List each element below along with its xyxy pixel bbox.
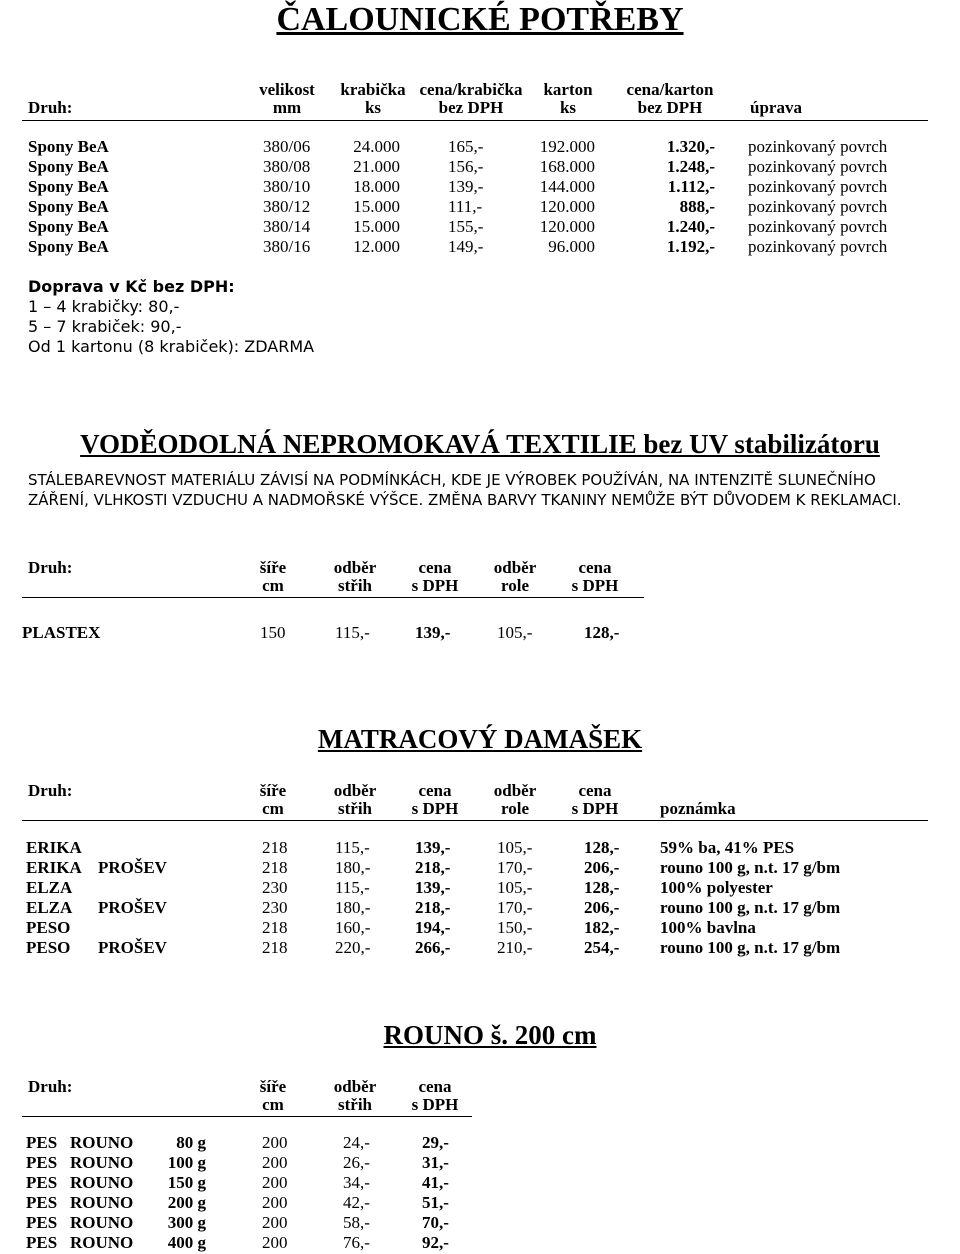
rouno-cena: 31,-	[422, 1153, 449, 1172]
rouno-strih: 76,-	[343, 1233, 370, 1252]
damasek-header-poznamka: poznámka	[660, 799, 736, 818]
damasek-role: 170,-	[497, 898, 533, 917]
rouno-header-cena-dph: s DPH	[411, 1095, 459, 1114]
spony-header-velikost-unit: mm	[272, 98, 302, 117]
rouno-sire: 200	[262, 1213, 288, 1232]
textilie-header-odber: odběr	[333, 558, 377, 577]
damasek-cena-strih: 139,-	[415, 878, 451, 897]
damasek-sire: 230	[262, 878, 288, 897]
damasek-variant: PROŠEV	[98, 938, 167, 957]
rouno-cena: 29,-	[422, 1133, 449, 1152]
spony-header-cena-karton: cena/karton	[626, 80, 714, 99]
textilie-druh: PLASTEX	[22, 623, 101, 642]
damasek-strih: 160,-	[335, 918, 371, 937]
damasek-cena-role: 128,-	[584, 878, 620, 897]
rouno-typ: ROUNO	[70, 1173, 134, 1192]
damasek-cena-role: 182,-	[584, 918, 620, 937]
spony-druh: Spony BeA	[28, 157, 109, 176]
spony-velikost: 380/10	[263, 177, 311, 196]
damasek-poznamka: 100% polyester	[660, 878, 773, 897]
spony-cena-karton: 1.112,-	[667, 177, 715, 196]
rouno-strih: 58,-	[343, 1213, 370, 1232]
damasek-title: MATRACOVÝ DAMAŠEK	[317, 724, 643, 754]
damasek-sire: 218	[262, 938, 288, 957]
spony-krabicka: 15.000	[353, 197, 400, 216]
textilie-header-odber-role: odběr	[493, 558, 537, 577]
spony-header-cena-krabicka-note: bez DPH	[438, 98, 504, 117]
damasek-cena-role: 206,-	[584, 898, 620, 917]
damasek-header-cena-dph: s DPH	[411, 799, 459, 818]
spony-header-divider	[22, 120, 928, 121]
rouno-druh: PES	[26, 1173, 58, 1192]
spony-cena-krabicka: 156,-	[448, 157, 484, 176]
spony-uprava: pozinkovaný povrch	[748, 197, 888, 216]
rouno-sire: 200	[262, 1133, 288, 1152]
rouno-cena: 51,-	[422, 1193, 449, 1212]
rouno-gramaz: 80 g	[176, 1133, 206, 1152]
damasek-header-cena: cena	[418, 781, 452, 800]
rouno-gramaz: 400 g	[167, 1233, 206, 1252]
textilie-title: VODĚODOLNÁ NEPROMOKAVÁ TEXTILIE bez UV stabilizátoru	[80, 429, 880, 459]
spony-karton: 120.000	[539, 217, 595, 236]
textilie-header-role: role	[500, 576, 529, 595]
spony-karton: 192.000	[539, 137, 595, 156]
damasek-header-druh: Druh:	[28, 781, 73, 800]
textilie-header-cena-role: cena	[578, 558, 612, 577]
spony-cena-krabicka: 111,-	[448, 197, 483, 216]
spony-cena-karton: 888,-	[679, 197, 715, 216]
rouno-header-sire: šíře	[259, 1077, 287, 1096]
rouno-cena: 41,-	[422, 1173, 449, 1192]
rouno-gramaz: 150 g	[167, 1173, 206, 1192]
spony-krabicka: 21.000	[353, 157, 400, 176]
damasek-strih: 180,-	[335, 898, 371, 917]
spony-uprava: pozinkovaný povrch	[748, 237, 888, 256]
spony-header-karton: karton	[543, 80, 593, 99]
textilie-header-sire-unit: cm	[262, 576, 284, 595]
textilie-role: 105,-	[497, 623, 533, 642]
damasek-druh: ERIKA	[26, 838, 82, 857]
rouno-gramaz: 100 g	[167, 1153, 206, 1172]
textilie-cena-strih: 139,-	[415, 623, 451, 642]
spony-header-cena-krabicka: cena/krabička	[419, 80, 523, 99]
rouno-strih: 26,-	[343, 1153, 370, 1172]
rouno-druh: PES	[26, 1213, 58, 1232]
spony-karton: 168.000	[539, 157, 595, 176]
spony-header-velikost: velikost	[259, 80, 315, 99]
spony-karton: 144.000	[539, 177, 595, 196]
rouno-druh: PES	[26, 1133, 58, 1152]
spony-druh: Spony BeA	[28, 237, 109, 256]
damasek-header-sire: šíře	[259, 781, 287, 800]
damasek-cena-strih: 266,-	[415, 938, 451, 957]
spony-header-uprava: úprava	[750, 98, 802, 117]
damasek-cena-strih: 218,-	[415, 898, 451, 917]
spony-krabicka: 12.000	[353, 237, 400, 256]
damasek-poznamka: rouno 100 g, n.t. 17 g/bm	[660, 898, 841, 917]
spony-druh: Spony BeA	[28, 197, 109, 216]
textilie-sire: 150	[260, 623, 286, 642]
spony-velikost: 380/06	[263, 137, 311, 156]
damasek-poznamka: 59% ba, 41% PES	[660, 838, 795, 857]
rouno-sire: 200	[262, 1173, 288, 1192]
damasek-cena-role: 206,-	[584, 858, 620, 877]
damasek-role: 210,-	[497, 938, 533, 957]
damasek-cena-role: 254,-	[584, 938, 620, 957]
rouno-cena: 92,-	[422, 1233, 449, 1252]
damasek-header-cena-role: cena	[578, 781, 612, 800]
damasek-variant: PROŠEV	[98, 858, 167, 877]
rouno-header-druh: Druh:	[28, 1077, 73, 1096]
textilie-strih: 115,-	[335, 623, 370, 642]
textilie-header-cena-dph: s DPH	[411, 576, 459, 595]
spony-velikost: 380/12	[263, 197, 311, 216]
rouno-druh: PES	[26, 1193, 58, 1212]
doprava-heading: Doprava v Kč bez DPH:	[28, 277, 235, 296]
doprava-line: Od 1 kartonu (8 krabiček): ZDARMA	[28, 337, 315, 356]
spony-cena-krabicka: 149,-	[448, 237, 484, 256]
textilie-header-divider	[22, 597, 644, 598]
damasek-variant: PROŠEV	[98, 898, 167, 917]
rouno-typ: ROUNO	[70, 1233, 134, 1252]
damasek-strih: 115,-	[335, 878, 370, 897]
damasek-strih: 180,-	[335, 858, 371, 877]
rouno-druh: PES	[26, 1153, 58, 1172]
damasek-strih: 115,-	[335, 838, 370, 857]
spony-cena-karton: 1.320,-	[666, 137, 715, 156]
damasek-poznamka: rouno 100 g, n.t. 17 g/bm	[660, 938, 841, 957]
damasek-header-odber-role: odběr	[493, 781, 537, 800]
damasek-druh: ELZA	[26, 898, 73, 917]
damasek-druh: ERIKA	[26, 858, 82, 877]
rouno-sire: 200	[262, 1193, 288, 1212]
damasek-druh: PESO	[26, 938, 71, 957]
rouno-druh: PES	[26, 1233, 58, 1252]
damasek-role: 170,-	[497, 858, 533, 877]
spony-karton: 96.000	[548, 237, 595, 256]
damasek-header-role: role	[500, 799, 529, 818]
spony-velikost: 380/08	[263, 157, 311, 176]
damasek-poznamka: 100% bavlna	[660, 918, 756, 937]
damasek-strih: 220,-	[335, 938, 371, 957]
rouno-gramaz: 200 g	[167, 1193, 206, 1212]
damasek-role: 105,-	[497, 838, 533, 857]
spony-krabicka: 18.000	[353, 177, 400, 196]
rouno-header-cena: cena	[418, 1077, 452, 1096]
spony-druh: Spony BeA	[28, 217, 109, 236]
spony-velikost: 380/16	[263, 237, 311, 256]
damasek-poznamka: rouno 100 g, n.t. 17 g/bm	[660, 858, 841, 877]
textilie-header-druh: Druh:	[28, 558, 73, 577]
spony-header-krabicka: krabička	[340, 80, 406, 99]
rouno-typ: ROUNO	[70, 1213, 134, 1232]
spony-velikost: 380/14	[263, 217, 311, 236]
spony-krabicka: 24.000	[353, 137, 400, 156]
damasek-cena-strih: 218,-	[415, 858, 451, 877]
damasek-header-divider	[22, 820, 928, 821]
damasek-sire: 230	[262, 898, 288, 917]
textilie-header-sire: šíře	[259, 558, 287, 577]
rouno-strih: 42,-	[343, 1193, 370, 1212]
rouno-header-odber: odběr	[333, 1077, 377, 1096]
damasek-role: 150,-	[497, 918, 533, 937]
damasek-header-sire-unit: cm	[262, 799, 284, 818]
spony-druh: Spony BeA	[28, 137, 109, 156]
rouno-cena: 70,-	[422, 1213, 449, 1232]
doprava-line: 5 – 7 krabiček: 90,-	[28, 317, 182, 336]
damasek-cena-strih: 139,-	[415, 838, 451, 857]
spony-cena-krabicka: 155,-	[448, 217, 484, 236]
damasek-cena-strih: 194,-	[415, 918, 451, 937]
spony-uprava: pozinkovaný povrch	[748, 137, 888, 156]
damasek-header-cena-role-dph: s DPH	[571, 799, 619, 818]
rouno-typ: ROUNO	[70, 1193, 134, 1212]
damasek-sire: 218	[262, 858, 288, 877]
textilie-header-strih: střih	[338, 576, 372, 595]
page-title: ČALOUNICKÉ POTŘEBY	[276, 1, 684, 38]
spony-header-cena-karton-note: bez DPH	[637, 98, 703, 117]
spony-karton: 120.000	[539, 197, 595, 216]
rouno-typ: ROUNO	[70, 1133, 134, 1152]
rouno-strih: 34,-	[343, 1173, 370, 1192]
spony-krabicka: 15.000	[353, 217, 400, 236]
damasek-sire: 218	[262, 918, 288, 937]
rouno-typ: ROUNO	[70, 1153, 134, 1172]
spony-cena-karton: 1.192,-	[666, 237, 715, 256]
textilie-warning: STÁLEBAREVNOST MATERIÁLU ZÁVISÍ NA PODMÍNKÁCH, KDE JE VÝROBEK POUŽÍVÁN, NA INTENZITĚ SLUNEČNÍHO ZÁŘENÍ, VLHKOSTI VZDUCHU A NADMOŘSKÉ VÝŠCE. ZMĚNA BARVY TKANINY NEMŮŽE BÝT DŮVODEM K REKLAMACI.	[28, 471, 902, 509]
rouno-strih: 24,-	[343, 1133, 370, 1152]
doprava-line: 1 – 4 krabičky: 80,-	[28, 297, 180, 316]
textilie-header-cena-role-dph: s DPH	[571, 576, 619, 595]
damasek-sire: 218	[262, 838, 288, 857]
spony-header-krabicka-unit: ks	[364, 98, 382, 117]
spony-cena-krabicka: 165,-	[448, 137, 484, 156]
rouno-sire: 200	[262, 1153, 288, 1172]
spony-uprava: pozinkovaný povrch	[748, 177, 888, 196]
textilie-header-cena: cena	[418, 558, 452, 577]
rouno-header-strih: střih	[338, 1095, 372, 1114]
spony-header-druh: Druh:	[28, 98, 73, 117]
damasek-header-strih: střih	[338, 799, 372, 818]
spony-cena-karton: 1.248,-	[666, 157, 715, 176]
rouno-gramaz: 300 g	[167, 1213, 206, 1232]
spony-druh: Spony BeA	[28, 177, 109, 196]
rouno-title: ROUNO š. 200 cm	[383, 1020, 597, 1050]
rouno-header-sire-unit: cm	[262, 1095, 284, 1114]
textilie-cena-role: 128,-	[584, 623, 620, 642]
spony-uprava: pozinkovaný povrch	[748, 217, 888, 236]
damasek-header-odber: odběr	[333, 781, 377, 800]
damasek-cena-role: 128,-	[584, 838, 620, 857]
damasek-druh: PESO	[26, 918, 71, 937]
rouno-header-divider	[22, 1116, 472, 1117]
rouno-sire: 200	[262, 1233, 288, 1252]
spony-cena-karton: 1.240,-	[666, 217, 715, 236]
spony-uprava: pozinkovaný povrch	[748, 157, 888, 176]
damasek-druh: ELZA	[26, 878, 73, 897]
damasek-role: 105,-	[497, 878, 533, 897]
spony-cena-krabicka: 139,-	[448, 177, 484, 196]
spony-header-karton-unit: ks	[559, 98, 577, 117]
